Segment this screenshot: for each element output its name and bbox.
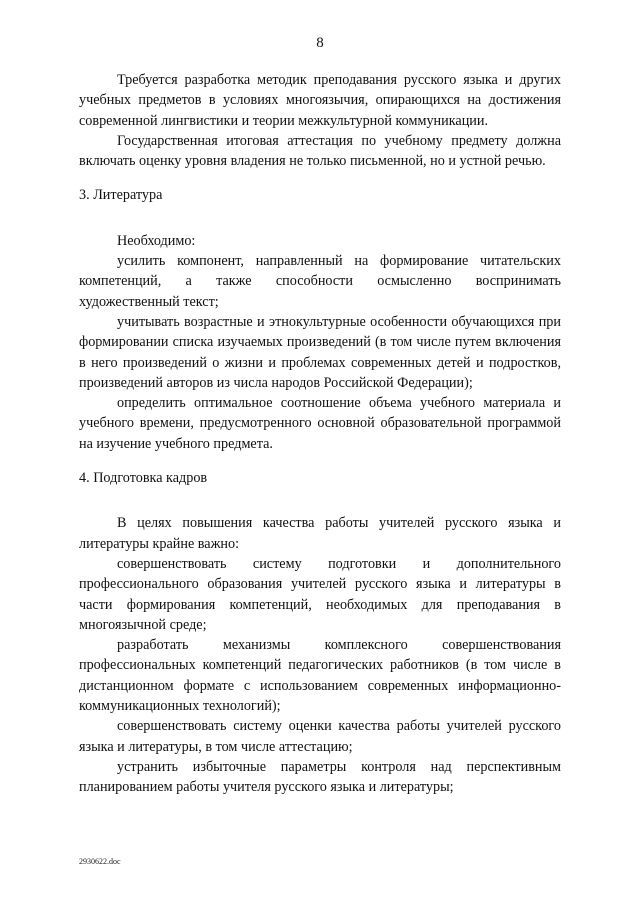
- paragraph: Требуется разработка методик преподавания русского языка и других учебных предметов в условиях многоязычия, опирающихся на достижения современной лингвистики и теории межкультурной коммуникации.: [79, 72, 561, 129]
- file-name-footer: 2930622.doc: [79, 857, 121, 866]
- paragraph: совершенствовать систему оценки качества работы учителей русского языка и литературы, в том числе аттестацию;: [79, 718, 561, 755]
- page-number: 8: [316, 35, 324, 51]
- paragraph: совершенствовать систему подготовки и дополнительного профессионального образования учителей русского языка и литературы в части формирования компетенций, необходимых для преподавания в многоязычной среде;: [79, 555, 561, 633]
- paragraph: устранить избыточные параметры контроля над перспективным планированием работы учителя русского языка и литературы;: [79, 758, 561, 796]
- paragraph: Государственная итоговая аттестация по учебному предмету должна включать оценку уровня владения не только письменной, но и устной речью.: [79, 132, 561, 170]
- paragraph: разработать механизмы комплексного совершенствования профессиональных компетенций педагогических работников (в том числе в дистанционном формате с использованием современных информационно-коммуникационных технологий);: [79, 637, 561, 715]
- paragraph: определить оптимальное соотношение объема учебного материала и учебного времени, предусмотренного основной образовательной программой на изучение учебного предмета.: [79, 395, 561, 452]
- paragraph: Необходимо:: [117, 232, 196, 249]
- document-body: [79, 70, 561, 798]
- paragraph: В целях повышения качества работы учителей русского языка и литературы крайне важно:: [79, 515, 561, 552]
- section-heading: 3. Литература: [79, 187, 163, 204]
- section-heading: 4. Подготовка кадров: [79, 470, 208, 487]
- paragraph: усилить компонент, направленный на формирование читательских компетенций, а также способности осмысленно воспринимать художественный текст;: [79, 253, 561, 310]
- paragraph: учитывать возрастные и этнокультурные особенности обучающихся при формировании списка изучаемых произведений (в том числе путем включения в него произведений о жизни и проблемах современных детей и подростков, произведений авторов из числа народов Российской Федерации);: [79, 313, 561, 391]
